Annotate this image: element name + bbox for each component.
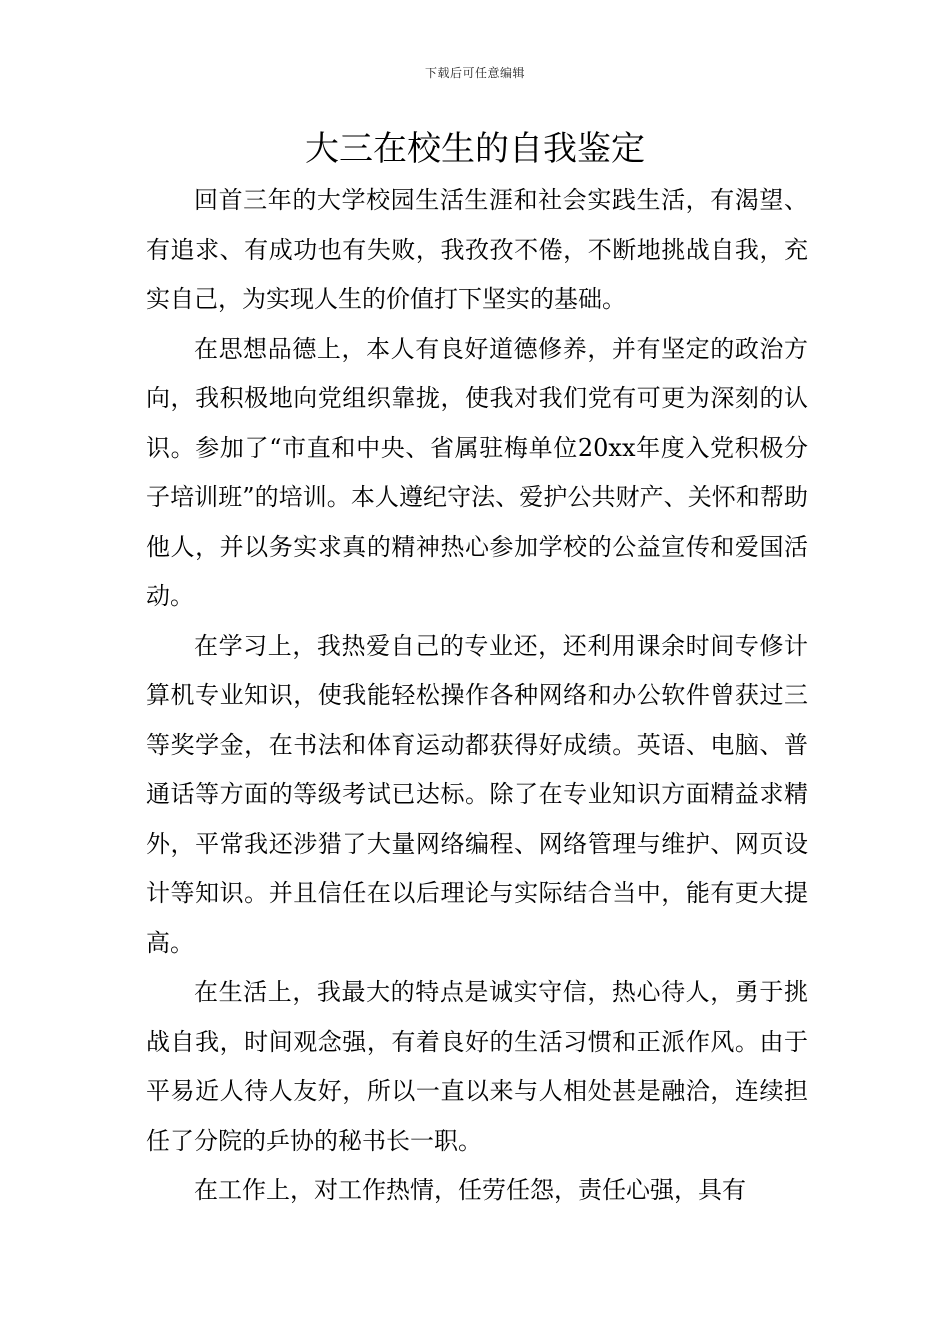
paragraph-work: 在工作上，对工作热情，任劳任怨，责任心强，具有 <box>194 1176 746 1204</box>
paragraph-intro: 回首三年的大学校园生活生涯和社会实践生活，有渴望、有追求、有成功也有失败，我孜孜不倦，不断地挑战自我，充实自己，为实现人生的价值打下坚实的基础。 <box>146 186 808 313</box>
paragraph-study: 在学习上，我热爱自己的专业还，还利用课余时间专修计算机专业知识，使我能轻松操作各种网络和办公软件曾获过三等奖学金，在书法和体育运动都获得好成绩。英语、电脑、普通话等方面的等级考试已达标。除了在专业知识方面精益求精外，平常我还涉猎了大量网络编程、网络管理与维护、网页设计等知识。并且信任在以后理论与实际结合当中，能有更大提高。 <box>146 631 808 957</box>
document-title: 大三在校生的自我鉴定 <box>305 129 645 169</box>
header-note: 下载后可任意编辑 <box>424 66 525 80</box>
document-body <box>146 176 808 1216</box>
paragraph-life: 在生活上，我最大的特点是诚实守信，热心待人，勇于挑战自我，时间观念强，有着良好的生活习惯和正派作风。由于平易近人待人友好，所以一直以来与人相处甚是融洽，连续担任了分院的乒协的秘书长一职。 <box>146 978 808 1155</box>
paragraph-ideology: 在思想品德上，本人有良好道德修养，并有坚定的政治方向，我积极地向党组织靠拢，使我对我们党有可更为深刻的认识。参加了“市直和中央、省属驻梅单位20xx年度入党积极分子培训班”的培训。本人遵纪守法、爱护公共财产、关怀和帮助他人，并以务实求真的精神热心参加学校的公益宣传和爱国活动。 <box>146 334 808 610</box>
